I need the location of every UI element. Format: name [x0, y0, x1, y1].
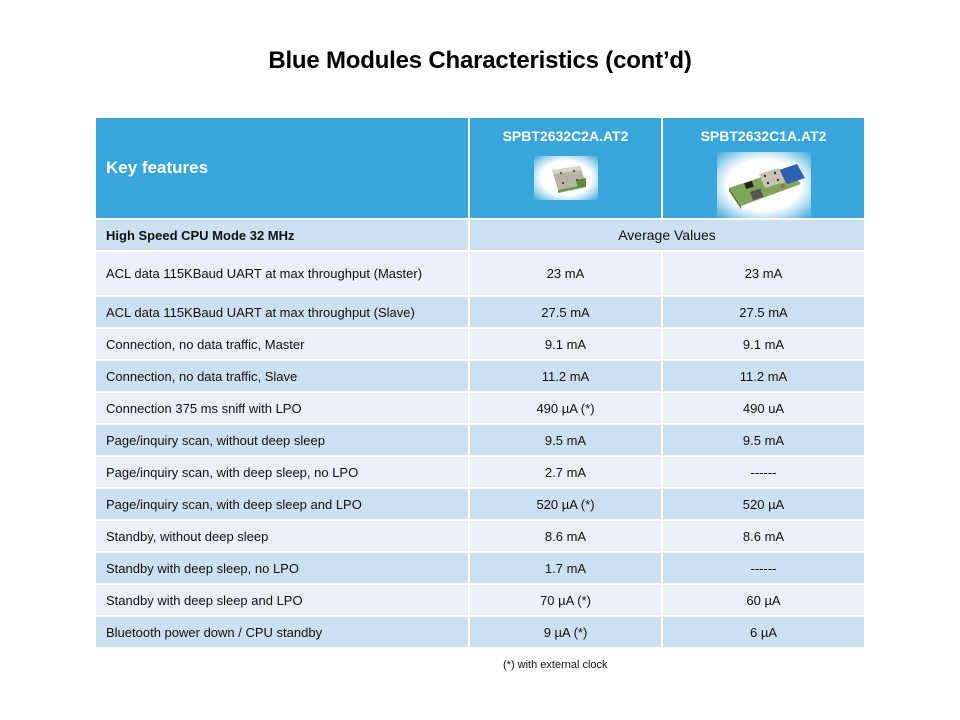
average-values-heading: Average Values: [470, 220, 864, 250]
c2a-value: 8.6 mA: [470, 521, 661, 551]
c1a-value: 490 uA: [663, 393, 864, 423]
c2a-value: 27.5 mA: [470, 297, 661, 327]
c2a-value: 9 µA (*): [470, 617, 661, 647]
c2a-value: 23 mA: [470, 252, 661, 295]
table-row: [96, 617, 864, 647]
subheader-row: [96, 220, 864, 250]
c1a-value: ------: [663, 553, 864, 583]
feature-cell: Bluetooth power down / CPU standby: [96, 617, 468, 647]
table-row: [96, 457, 864, 487]
product-header-c1a: [663, 118, 864, 218]
c2a-value: 9.5 mA: [470, 425, 661, 455]
c1a-value: 9.1 mA: [663, 329, 864, 359]
c1a-value: 9.5 mA: [663, 425, 864, 455]
c1a-value: 27.5 mA: [663, 297, 864, 327]
c2a-value: 70 µA (*): [470, 585, 661, 615]
c1a-value: ------: [663, 457, 864, 487]
c2a-value: 1.7 mA: [470, 553, 661, 583]
c2a-value: 11.2 mA: [470, 361, 661, 391]
table-row: [96, 553, 864, 583]
c1a-value: 520 µA: [663, 489, 864, 519]
table-row: [96, 489, 864, 519]
slide-title: Blue Modules Characteristics (cont’d): [268, 47, 692, 74]
module-photo-small: [534, 156, 598, 200]
feature-cell: Page/inquiry scan, without deep sleep: [96, 425, 468, 455]
table-row: [96, 425, 864, 455]
c2a-value: 490 µA (*): [470, 393, 661, 423]
feature-cell: Connection 375 ms sniff with LPO: [96, 393, 468, 423]
characteristics-table: [94, 116, 866, 649]
feature-cell: Standby with deep sleep, no LPO: [96, 553, 468, 583]
feature-cell: Connection, no data traffic, Slave: [96, 361, 468, 391]
product-header-c2a: [470, 118, 661, 218]
table-row: [96, 361, 864, 391]
table-header-row: [96, 118, 864, 218]
feature-cell: ACL data 115KBaud UART at max throughput (Slave): [96, 297, 468, 327]
table-row: [96, 297, 864, 327]
c1a-value: 6 µA: [663, 617, 864, 647]
module-photo-large: [717, 152, 811, 218]
table-row: [96, 521, 864, 551]
key-features-header: Key features: [96, 118, 468, 218]
feature-cell: ACL data 115KBaud UART at max throughput (Master): [96, 252, 468, 295]
table-row: [96, 329, 864, 359]
feature-cell: Page/inquiry scan, with deep sleep, no LPO: [96, 457, 468, 487]
product-name: SPBT2632C1A.AT2: [700, 128, 827, 144]
feature-cell: Standby with deep sleep and LPO: [96, 585, 468, 615]
c1a-value: 11.2 mA: [663, 361, 864, 391]
c1a-value: 23 mA: [663, 252, 864, 295]
c2a-value: 2.7 mA: [470, 457, 661, 487]
c2a-value: 520 µA (*): [470, 489, 661, 519]
footnote: (*) with external clock: [503, 659, 608, 671]
product-name: SPBT2632C2A.AT2: [502, 128, 629, 144]
feature-cell: Connection, no data traffic, Master: [96, 329, 468, 359]
table-row: [96, 585, 864, 615]
feature-cell: Standby, without deep sleep: [96, 521, 468, 551]
c1a-value: 8.6 mA: [663, 521, 864, 551]
table-row: [96, 252, 864, 295]
c1a-value: 60 µA: [663, 585, 864, 615]
cpu-mode-label: High Speed CPU Mode 32 MHz: [96, 220, 468, 250]
c2a-value: 9.1 mA: [470, 329, 661, 359]
table-row: [96, 393, 864, 423]
feature-cell: Page/inquiry scan, with deep sleep and LPO: [96, 489, 468, 519]
